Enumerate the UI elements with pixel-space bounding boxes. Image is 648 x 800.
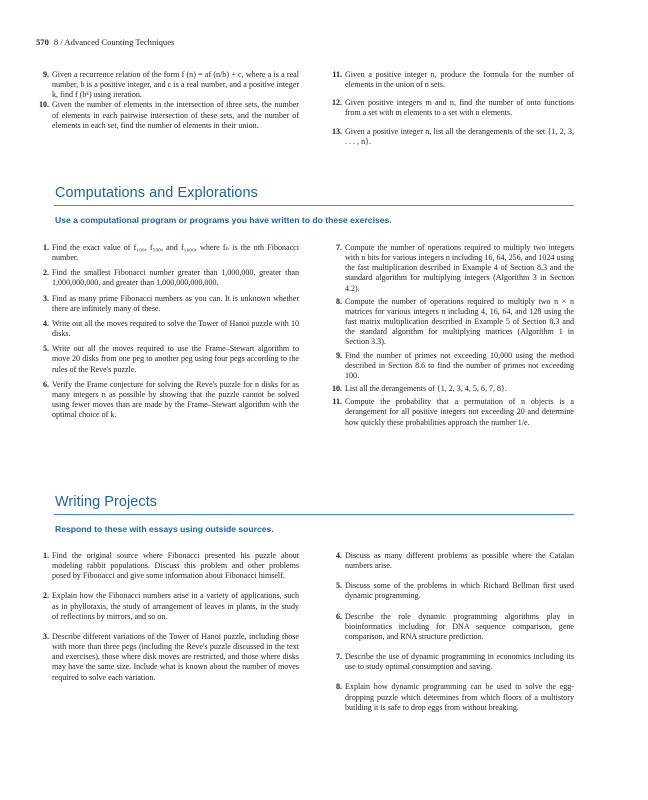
page-number: 570 bbox=[36, 37, 49, 47]
exercise-item: 13. Given a positive integer n, list all the derangements of the set {1, 2, 3, . . . , n}. bbox=[331, 126, 574, 146]
exercise-item: 6. Verify the Frame conjecture for solving the Reve's puzzle for n disks for as many integers n as possible by showing that the puzzle cannot be solved using fewer moves than are made by the Frame–Stewart algorithm with the optimal choice of k. bbox=[42, 379, 299, 420]
running-header bbox=[36, 37, 174, 47]
exercise-item: 7. Describe the use of dynamic programming in economics including its use to study optimal consumption and saving. bbox=[335, 652, 574, 672]
exercise-item: 12. Given positive integers m and n, find the number of onto functions from a set with m elements to a set with n elements. bbox=[331, 98, 574, 118]
writing-right-column bbox=[329, 551, 574, 713]
section-rule bbox=[54, 205, 574, 206]
exercise-item: 3. Find as many prime Fibonacci numbers as you can. It is unknown whether there are infinitely many of these. bbox=[42, 293, 299, 313]
section-title-computations: Computations and Explorations bbox=[55, 185, 258, 201]
exercise-item: 8. Explain how dynamic programming can be used to solve the egg-dropping puzzle which determines from which floors of a multistory building it is safe to drop eggs from without breaking. bbox=[335, 682, 574, 712]
section-title-writing: Writing Projects bbox=[55, 494, 158, 510]
exercise-item: 5. Write out all the moves required to use the Frame–Stewart algorithm to move 20 disks from one peg to another peg using four pegs according to the rules of the Reve's puzzle. bbox=[42, 344, 299, 374]
writing-left-column bbox=[36, 551, 299, 683]
top-left-exercises bbox=[36, 70, 299, 131]
exercise-item: 5. Discuss some of the problems in which Richard Bellman first used dynamic programming. bbox=[335, 581, 574, 601]
exercise-item: 11. Compute the probability that a permutation of n objects is a derangement for all positive integers not exceeding 20 and determine how quickly these probabilities approach the number 1/e. bbox=[332, 397, 574, 427]
exercise-item: 9. Find the number of primes not exceeding 10,000 using the method described in Section 8.6 to find the number of primes not exceeding 100. bbox=[335, 350, 574, 380]
computations-left-column bbox=[36, 243, 299, 420]
exercise-item: 1. Find the original source where Fibonacci presented his puzzle about modeling rabbit populations. Discuss this problem and other problems posed by Fibonacci and give some information about Fibonacci himself. bbox=[42, 551, 299, 581]
section-rule bbox=[54, 514, 574, 515]
exercise-item: 3. Describe different variations of the Tower of Hanoi puzzle, including those with more than three pegs (including the Reve's puzzle discussed in the text and exercises), those where disk moves are restricted, and those where disks may have the same size. Include what is known about the number of moves required to solve each variation. bbox=[42, 631, 299, 682]
computations-right-column bbox=[329, 243, 574, 428]
section-subtitle-computations: Use a computational program or programs you have written to do these exercises. bbox=[55, 215, 392, 225]
exercise-item: 9. Given a recurrence relation of the form f (n) = af (n/b) + c, where a is a real number, b is a positive integer, and c is a real number, and a positive integer k, find f (bᵏ) using iteration. bbox=[42, 70, 299, 100]
exercise-item: 11. Given a positive integer n, produce the formula for the number of elements in the union of n sets. bbox=[332, 70, 574, 90]
top-right-exercises bbox=[329, 70, 574, 147]
running-title: 8 / Advanced Counting Techniques bbox=[53, 37, 175, 47]
exercise-item: 7. Compute the number of operations required to multiply two integers with n bits for various integers n including 16, 64, 256, and 1024 using the fast multiplication described in Example 4 of Section 8.3 and the standard algorithm for multiplying integers (Algorithm 3 in Section 4.2). bbox=[335, 243, 574, 293]
exercise-item: 10. List all the derangements of {1, 2, 3, 4, 5, 6, 7, 8}. bbox=[331, 384, 507, 394]
exercise-item: 6. Describe the role dynamic programming algorithms play in bioinformatics including for DNA sequence comparison, gene comparison, and RNA structure prediction. bbox=[335, 611, 574, 641]
exercise-item: 8. Compute the number of operations required to multiply two n × n matrices for various integers n including 4, 16, 64, and 128 using the fast matrix multiplication described in Example 5 of Section 8.3 and the standard algorithm for multiplying matrices (Algorithm 1 in Section 3.3). bbox=[335, 296, 574, 347]
exercise-item: 4. Write out all the moves required to solve the Tower of Hanoi puzzle with 10 disks. bbox=[42, 318, 299, 339]
exercise-item: 4. Discuss as many different problems as possible where the Catalan numbers arise. bbox=[335, 551, 574, 571]
section-subtitle-writing: Respond to these with essays using outside sources. bbox=[55, 524, 274, 534]
exercise-item: 10. Given the number of elements in the intersection of three sets, the number of elements in each pairwise intersection of these sets, and the number of elements in each set, find the number of elements in their union. bbox=[38, 100, 299, 130]
exercise-item: 2. Explain how the Fibonacci numbers arise in a variety of applications, such as in phyllotaxis, the study of arrangement of leaves in plants, in the study of reflections by mirrors, and so on. bbox=[42, 591, 299, 621]
exercise-item: 1. Find the exact value of f₁₀₀, f₅₀₀, and f₁₀₀₀, where fₙ is the nth Fibonacci number. bbox=[42, 243, 299, 263]
exercise-item: 2. Find the smallest Fibonacci number greater than 1,000,000, greater than 1,000,000,000, and greater than 1,000,000,000,000. bbox=[42, 268, 299, 288]
